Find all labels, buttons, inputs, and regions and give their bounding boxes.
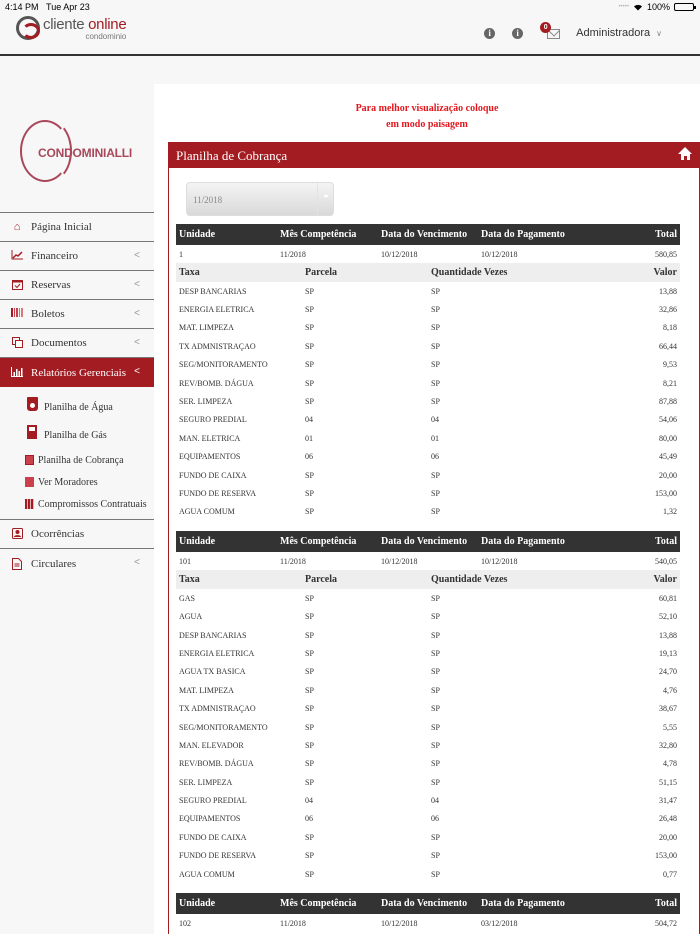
gas-pump-icon — [27, 425, 37, 439]
cell-parcela: 06 — [305, 814, 313, 824]
chevron-left-icon: < — [134, 366, 140, 377]
status-right — [618, 2, 694, 12]
notice-line-1: Para melhor visualização coloque — [355, 103, 499, 114]
cell-valor: 13,88 — [659, 286, 677, 296]
sidebar-item-reservas[interactable] — [0, 271, 154, 300]
cell-valor: 32,86 — [659, 305, 677, 315]
bar-chart-icon — [11, 367, 23, 379]
cell-quantidade: SP — [431, 507, 440, 517]
col-taxa: Taxa — [179, 574, 200, 586]
table-row — [176, 663, 680, 681]
cell-valor: 4,76 — [663, 685, 677, 695]
battery-percent: 100% — [646, 2, 670, 12]
col-vencimento: Data do Vencimento — [381, 229, 468, 240]
cell-taxa: AGUA — [179, 612, 203, 622]
messages-button[interactable] — [540, 26, 562, 40]
home-icon[interactable] — [678, 147, 693, 161]
col-parcela: Parcela — [305, 574, 338, 586]
cell-parcela: SP — [305, 648, 314, 658]
cell-taxa: FUNDO DE CAIXA — [179, 832, 247, 842]
panel-header — [169, 143, 699, 168]
status-bar — [0, 0, 700, 14]
col-total: Total — [655, 229, 677, 240]
files-icon — [11, 337, 23, 349]
items-list — [176, 589, 680, 883]
cell-parcela: SP — [305, 323, 314, 333]
items-header-row — [176, 570, 680, 589]
table-row — [176, 589, 680, 607]
sidebar-item-circulares[interactable] — [0, 549, 154, 578]
logo-word1: cliente — [43, 16, 85, 33]
submenu-item-planilha-agua[interactable] — [0, 393, 154, 421]
cell-quantidade: SP — [431, 832, 440, 842]
period-select[interactable] — [186, 182, 334, 216]
cell-total: 580,85 — [655, 249, 677, 259]
record-header-row — [176, 893, 680, 914]
cell-parcela: SP — [305, 759, 314, 769]
table-row — [176, 337, 680, 355]
cell-parcela: 04 — [305, 796, 313, 806]
cell-unidade: 102 — [179, 918, 191, 928]
sidebar-item-label: Reservas — [31, 279, 71, 291]
chevron-left-icon: < — [134, 308, 140, 319]
cell-valor: 52,10 — [659, 612, 677, 622]
period-select-value: 11/2018 — [193, 195, 223, 205]
sidebar-item-financeiro[interactable] — [0, 242, 154, 271]
cell-quantidade: SP — [431, 722, 440, 732]
col-parcela: Parcela — [305, 267, 338, 278]
cell-taxa: DESP BANCARIAS — [179, 286, 247, 296]
cell-parcela: SP — [305, 397, 314, 407]
cell-valor: 8,21 — [663, 378, 677, 388]
record-summary-row — [176, 552, 680, 570]
cell-valor: 54,06 — [659, 415, 677, 425]
cell-valor: 153,00 — [655, 488, 677, 498]
notice-line-2: em modo paisagem — [386, 119, 468, 130]
table-row — [176, 356, 680, 374]
cell-parcela: 06 — [305, 452, 313, 462]
cell-quantidade: 06 — [431, 452, 439, 462]
table-row — [176, 847, 680, 865]
cell-parcela: SP — [305, 470, 314, 480]
cell-taxa: EQUIPAMENTOS — [179, 452, 241, 462]
cell-valor: 13,88 — [659, 630, 677, 640]
notification-badge: 0 — [540, 22, 551, 33]
cell-total: 504,72 — [655, 918, 677, 928]
submenu-item-compromissos[interactable] — [0, 493, 154, 515]
submenu-item-planilha-cobranca[interactable] — [0, 449, 154, 471]
table-row — [176, 699, 680, 717]
cell-quantidade: SP — [431, 869, 440, 879]
cell-parcela: 04 — [305, 415, 313, 425]
cell-valor: 24,70 — [659, 667, 677, 677]
table-row — [176, 374, 680, 392]
cell-valor: 20,00 — [659, 832, 677, 842]
logo-word2: online — [88, 16, 127, 33]
billing-record — [176, 531, 680, 883]
col-unidade: Unidade — [179, 229, 216, 240]
cell-taxa: SER. LIMPEZA — [179, 397, 233, 407]
table-row — [176, 300, 680, 318]
logo-mark-icon — [16, 16, 40, 40]
cell-quantidade: 06 — [431, 814, 439, 824]
calendar-check-icon — [11, 279, 23, 291]
cell-parcela: SP — [305, 722, 314, 732]
cell-pagamento: 10/12/2018 — [481, 249, 518, 259]
cell-valor: 1,32 — [663, 507, 677, 517]
col-pagamento: Data do Pagamento — [481, 898, 565, 910]
col-vencimento: Data do Vencimento — [381, 536, 468, 548]
sidebar — [0, 58, 154, 934]
table-row — [176, 773, 680, 791]
table-row — [176, 503, 680, 521]
billing-panel — [168, 142, 700, 934]
cell-quantidade: SP — [431, 397, 440, 407]
cell-mes: 11/2018 — [280, 249, 306, 259]
cell-unidade: 1 — [179, 249, 183, 259]
panel-title: Planilha de Cobrança — [176, 148, 288, 163]
chevron-left-icon: < — [134, 279, 140, 290]
table-row — [176, 718, 680, 736]
cell-pagamento: 10/12/2018 — [481, 556, 518, 566]
submenu-item-label: Ver Moradores — [38, 476, 98, 488]
cell-quantidade: SP — [431, 612, 440, 622]
sidebar-item-boletos[interactable] — [0, 300, 154, 329]
cell-taxa: AGUA COMUM — [179, 869, 235, 879]
status-time: 4:14 PM Tue Apr 23 — [5, 2, 90, 12]
table-row — [176, 644, 680, 662]
cell-taxa: DESP BANCARIAS — [179, 630, 247, 640]
cell-mes: 11/2018 — [280, 556, 306, 566]
document-icon — [11, 558, 23, 570]
chevron-left-icon: < — [134, 557, 140, 568]
cell-taxa: AGUA TX BASICA — [179, 667, 246, 677]
cell-valor: 45,49 — [659, 452, 677, 462]
sidebar-item-pagina-inicial[interactable] — [0, 213, 154, 242]
wifi-icon — [633, 3, 643, 11]
table-row — [176, 484, 680, 502]
cell-quantidade: SP — [431, 323, 440, 333]
table-row — [176, 411, 680, 429]
cell-valor: 19,13 — [659, 648, 677, 658]
record-summary-row — [176, 245, 680, 263]
home-icon: ⌂ — [13, 221, 21, 233]
cell-valor: 51,15 — [659, 777, 677, 787]
col-total: Total — [655, 898, 677, 910]
top-header — [0, 14, 700, 56]
cell-parcela: SP — [305, 832, 314, 842]
cell-parcela: SP — [305, 488, 314, 498]
brand-name: CONDOMINIALLI — [38, 146, 133, 160]
info-icon[interactable]: i — [484, 28, 495, 39]
cell-vencimento: 10/12/2018 — [381, 556, 418, 566]
cell-quantidade: SP — [431, 777, 440, 787]
cell-taxa: TX ADMNISTRAÇAO — [179, 341, 256, 351]
cell-taxa: SEG/MONITORAMENTO — [179, 722, 268, 732]
sidebar-item-label: Boletos — [31, 308, 65, 320]
items-list — [176, 282, 680, 521]
sidebar-item-ocorrencias[interactable] — [0, 520, 154, 549]
cell-valor: 0,77 — [663, 869, 677, 879]
billing-record — [176, 224, 680, 521]
dropdown-caret-icon — [317, 183, 333, 215]
sidebar-item-label: Ocorrências — [31, 528, 85, 540]
col-valor: Valor — [653, 574, 677, 586]
cell-quantidade: SP — [431, 740, 440, 750]
col-unidade: Unidade — [179, 536, 216, 548]
chart-line-icon — [11, 250, 23, 262]
cell-valor: 38,67 — [659, 704, 677, 714]
cell-parcela: 01 — [305, 433, 313, 443]
cell-quantidade: SP — [431, 667, 440, 677]
cell-quantidade: SP — [431, 851, 440, 861]
submenu-item-planilha-gas[interactable] — [0, 421, 154, 449]
cell-taxa: ENERGIA ELETRICA — [179, 648, 255, 658]
cell-taxa: SEGURO PREDIAL — [179, 415, 247, 425]
signal-icon: ••••• — [618, 4, 629, 10]
chevron-left-icon: < — [134, 250, 140, 261]
col-taxa: Taxa — [179, 267, 200, 278]
logo-sub: condominio — [85, 32, 127, 41]
cell-valor: 32,80 — [659, 740, 677, 750]
landscape-notice — [154, 101, 700, 133]
barcode-icon — [11, 308, 23, 320]
sidebar-item-label: Página Inicial — [31, 221, 92, 233]
col-quantidade: Quantidade Vezes — [431, 267, 508, 278]
cell-quantidade: SP — [431, 630, 440, 640]
cell-taxa: GAS — [179, 593, 196, 603]
table-row — [176, 626, 680, 644]
cell-quantidade: SP — [431, 470, 440, 480]
tablet-icon — [25, 477, 34, 487]
cell-taxa: FUNDO DE RESERVA — [179, 488, 256, 498]
cell-quantidade: SP — [431, 305, 440, 315]
cell-valor: 153,00 — [655, 851, 677, 861]
sidebar-item-label: Financeiro — [31, 250, 79, 262]
cell-mes: 11/2018 — [280, 918, 306, 928]
cell-quantidade: SP — [431, 704, 440, 714]
record-summary-row — [176, 914, 680, 932]
col-unidade: Unidade — [179, 898, 216, 910]
chevron-down-icon: ∨ — [656, 28, 662, 38]
cell-taxa: SEG/MONITORAMENTO — [179, 360, 268, 370]
table-row — [176, 607, 680, 625]
cell-parcela: SP — [305, 378, 314, 388]
cell-valor: 5,55 — [663, 722, 677, 732]
cell-quantidade: SP — [431, 286, 440, 296]
submenu-item-label: Planilha de Água — [44, 401, 113, 413]
chevron-left-icon: < — [134, 337, 140, 348]
cell-taxa: MAT. LIMPEZA — [179, 685, 234, 695]
cell-taxa: REV/BOMB. DÁGUA — [179, 759, 254, 769]
cell-quantidade: SP — [431, 648, 440, 658]
table-row — [176, 755, 680, 773]
billing-records — [176, 224, 680, 934]
cell-taxa: TX ADMNISTRAÇAO — [179, 704, 256, 714]
battery-icon — [674, 3, 694, 11]
cell-parcela: SP — [305, 685, 314, 695]
cell-parcela: SP — [305, 667, 314, 677]
cell-valor: 4,78 — [663, 759, 677, 769]
cell-parcela: SP — [305, 341, 314, 351]
cell-parcela: SP — [305, 305, 314, 315]
app-logo[interactable] — [16, 16, 126, 41]
table-row — [176, 448, 680, 466]
cell-valor: 87,88 — [659, 397, 677, 407]
cell-parcela: SP — [305, 851, 314, 861]
sidebar-item-label: Circulares — [31, 557, 77, 570]
user-card-icon — [11, 528, 23, 540]
cell-taxa: EQUIPAMENTOS — [179, 814, 241, 824]
water-icon — [27, 397, 38, 411]
sidebar-nav — [0, 212, 154, 578]
cell-parcela: SP — [305, 360, 314, 370]
user-menu[interactable] — [576, 27, 662, 39]
cell-parcela: SP — [305, 286, 314, 296]
col-valor: Valor — [653, 267, 677, 278]
cell-unidade: 101 — [179, 556, 191, 566]
col-mes: Mês Competência — [280, 229, 357, 240]
cell-valor: 80,00 — [659, 433, 677, 443]
condo-brand-logo — [0, 58, 154, 212]
cell-parcela: SP — [305, 740, 314, 750]
calendar-icon — [25, 499, 34, 509]
table-row — [176, 319, 680, 337]
cell-parcela: SP — [305, 507, 314, 517]
info-icon-2[interactable]: i — [512, 28, 523, 39]
table-row — [176, 282, 680, 300]
table-row — [176, 681, 680, 699]
cell-quantidade: SP — [431, 341, 440, 351]
cell-valor: 26,48 — [659, 814, 677, 824]
cell-quantidade: SP — [431, 685, 440, 695]
cell-quantidade: 04 — [431, 415, 439, 425]
cell-valor: 66,44 — [659, 341, 677, 351]
col-total: Total — [655, 536, 677, 548]
cell-vencimento: 10/12/2018 — [381, 249, 418, 259]
cell-quantidade: 01 — [431, 433, 439, 443]
user-name: Administradora — [576, 27, 651, 39]
sidebar-item-relatorios-gerenciais[interactable] — [0, 358, 154, 387]
table-row — [176, 429, 680, 447]
cell-taxa: FUNDO DE RESERVA — [179, 851, 256, 861]
submenu-item-label: Compromissos Contratuais — [38, 498, 147, 510]
col-mes: Mês Competência — [280, 898, 357, 910]
col-pagamento: Data do Pagamento — [481, 536, 565, 548]
cell-quantidade: SP — [431, 759, 440, 769]
cell-parcela: SP — [305, 869, 314, 879]
cell-valor: 60,81 — [659, 593, 677, 603]
cell-parcela: SP — [305, 777, 314, 787]
sidebar-item-documentos[interactable] — [0, 329, 154, 358]
table-row — [176, 392, 680, 410]
cell-quantidade: SP — [431, 593, 440, 603]
sidebar-item-label: Relatórios Gerenciais — [31, 366, 126, 379]
cell-taxa: MAT. LIMPEZA — [179, 323, 234, 333]
cell-taxa: MAN. ELEVADOR — [179, 740, 244, 750]
cell-pagamento: 03/12/2018 — [481, 918, 518, 928]
cell-taxa: REV/BOMB. DÁGUA — [179, 378, 254, 388]
col-quantidade: Quantidade Vezes — [431, 574, 508, 586]
cell-parcela: SP — [305, 630, 314, 640]
table-row — [176, 810, 680, 828]
col-mes: Mês Competência — [280, 536, 357, 548]
table-row — [176, 791, 680, 809]
cell-taxa: ENERGIA ELETRICA — [179, 305, 255, 315]
cell-quantidade: SP — [431, 488, 440, 498]
cell-valor: 31,47 — [659, 796, 677, 806]
submenu-item-ver-moradores[interactable] — [0, 471, 154, 493]
sidebar-item-label: Documentos — [31, 337, 87, 349]
table-row — [176, 466, 680, 484]
cell-valor: 20,00 — [659, 470, 677, 480]
cell-valor: 9,53 — [663, 360, 677, 370]
record-header-row — [176, 224, 680, 245]
cell-quantidade: SP — [431, 378, 440, 388]
table-row — [176, 828, 680, 846]
cell-quantidade: 04 — [431, 796, 439, 806]
submenu-item-label: Planilha de Gás — [44, 429, 107, 441]
spreadsheet-icon — [25, 455, 34, 465]
cell-parcela: SP — [305, 593, 314, 603]
items-header-row — [176, 263, 680, 282]
cell-taxa: FUNDO DE CAIXA — [179, 470, 247, 480]
submenu-relatorios — [0, 387, 154, 520]
cell-parcela: SP — [305, 612, 314, 622]
cell-valor: 8,18 — [663, 323, 677, 333]
cell-taxa: AGUA COMUM — [179, 507, 235, 517]
table-row — [176, 736, 680, 754]
cell-taxa: SEGURO PREDIAL — [179, 796, 247, 806]
main-content — [154, 84, 700, 934]
col-vencimento: Data do Vencimento — [381, 898, 468, 910]
cell-total: 540,05 — [655, 556, 677, 566]
billing-record — [176, 893, 680, 932]
table-row — [176, 865, 680, 883]
col-pagamento: Data do Pagamento — [481, 229, 565, 240]
cell-quantidade: SP — [431, 360, 440, 370]
submenu-item-label: Planilha de Cobrança — [38, 454, 124, 466]
cell-parcela: SP — [305, 704, 314, 714]
cell-vencimento: 10/12/2018 — [381, 918, 418, 928]
cell-taxa: MAN. ELETRICA — [179, 433, 241, 443]
record-header-row — [176, 531, 680, 552]
cell-taxa: SER. LIMPEZA — [179, 777, 233, 787]
